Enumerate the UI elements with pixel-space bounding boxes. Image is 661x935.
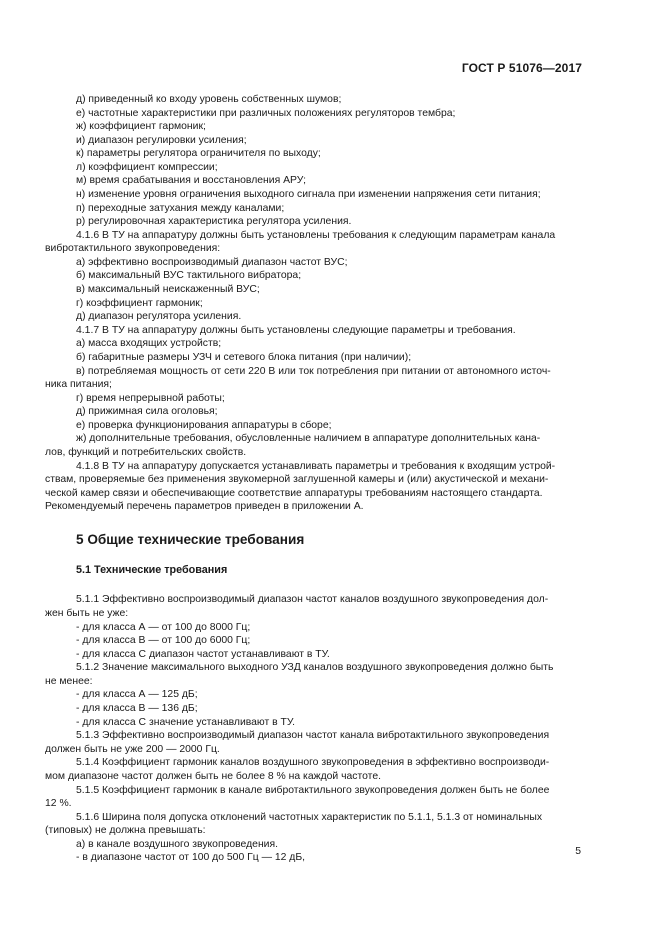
paragraph-5-1-1-line: жен быть не уже:	[45, 608, 129, 620]
list-item: д) диапазон регулятора усиления.	[76, 311, 242, 323]
list-item: а) в канале воздушного звукопроведения.	[76, 838, 278, 850]
paragraph-5-1-4-line: мом диапазоне частот должен быть не более 8 % на каждой частоте.	[45, 770, 381, 782]
list-item-continuation: лов, функций и потребительских свойств.	[45, 446, 247, 458]
list-item: д) приведенный ко входу уровень собственных шумов;	[76, 94, 342, 105]
list-item: б) габаритные размеры УЗЧ и сетевого блока питания (при наличии);	[76, 351, 412, 363]
list-item-continuation: ника питания;	[45, 379, 112, 391]
page-number: 5	[575, 846, 581, 857]
list-item: - для класса С значение устанавливают в ТУ.	[76, 716, 296, 728]
subsection-title: 5.1 Технические требования	[76, 564, 228, 577]
list-item: - для класса С диапазон частот устанавливают в ТУ.	[76, 648, 330, 660]
paragraph-5-1-2-line: 5.1.2 Значение максимального выходного УЗД каналов воздушного звукопроведения должно быть	[76, 662, 554, 674]
list-item: - для класса А — 125 дБ;	[76, 689, 198, 701]
list-item: к) параметры регулятора ограничителя по выходу;	[76, 148, 321, 160]
list-item: а) эффективно воспроизводимый диапазон частот ВУС;	[76, 256, 348, 268]
paragraph-5-1-1-line: 5.1.1 Эффективно воспроизводимый диапазон частот каналов воздушного звукопроведения дол-	[76, 594, 549, 606]
list-item: а) масса входящих устройств;	[76, 338, 222, 350]
list-item: ж) дополнительные требования, обусловленные наличием в аппаратуре дополнительных кана-	[76, 433, 541, 445]
list-item: л) коэффициент компрессии;	[76, 161, 218, 173]
list-item: б) максимальный ВУС тактильного вибратора;	[76, 270, 302, 282]
paragraph-4-1-8-line: ческой камер связи и обеспечивающие соответствие аппаратуры требованиям настоящего стандарта.	[45, 487, 543, 499]
paragraph-5-1-5-line: 5.1.5 Коэффициент гармоник в канале вибротактильного звукопроведения должен быть не более	[76, 784, 550, 796]
list-item: в) максимальный неискаженный ВУС;	[76, 284, 260, 296]
paragraph-5-1-3-line: 5.1.3 Эффективно воспроизводимый диапазон частот канала вибротактильного звукопроведения	[76, 730, 550, 742]
list-item: д) прижимная сила оголовья;	[76, 406, 218, 418]
list-item: ж) коэффициент гармоник;	[76, 121, 206, 133]
paragraph-4-1-8-line: 4.1.8 В ТУ на аппаратуру допускается устанавливать параметры и требования к входящим устрой-	[76, 460, 556, 472]
standard-code-header: ГОСТ Р 51076—2017	[461, 61, 582, 75]
list-item: н) изменение уровня ограничения выходного сигнала при изменении напряжения сети питания;	[76, 189, 541, 201]
paragraph-4-1-7-line: 4.1.7 В ТУ на аппаратуру должны быть установлены следующие параметры и требования.	[76, 324, 516, 336]
paragraph-5-1-6-line: (типовых) не должна превышать:	[45, 825, 206, 837]
paragraph-4-1-6-line: вибротактильного звукопроведения:	[45, 243, 221, 255]
list-item: - для класса А — от 100 до 8000 Гц;	[76, 621, 251, 633]
paragraph-5-1-3-line: должен быть не уже 200 — 2000 Гц.	[45, 743, 220, 755]
paragraph-5-1-6-line: 5.1.6 Ширина поля допуска отклонений частотных характеристик по 5.1.1, 5.1.3 от номинальных	[76, 811, 543, 823]
paragraph-5-1-5-line: 12 %.	[45, 798, 72, 810]
list-item: - для класса В — 136 дБ;	[76, 703, 198, 715]
paragraph-4-1-8-line: ствам, проверяемые без применения звукомерной заглушенной камеры и (или) акустической и механи-	[45, 474, 549, 486]
paragraph-4-1-6-line: 4.1.6 В ТУ на аппаратуру должны быть установлены требования к следующим параметрам канала	[76, 229, 556, 241]
list-item: р) регулировочная характеристика регулятора усиления.	[76, 216, 352, 228]
paragraph-5-1-2-line: не менее:	[45, 675, 93, 687]
list-item: г) коэффициент гармоник;	[76, 297, 203, 309]
list-item: м) время срабатывания и восстановления АРУ;	[76, 175, 306, 187]
list-item: г) время непрерывной работы;	[76, 392, 225, 404]
list-item: - в диапазоне частот от 100 до 500 Гц — 12 дБ,	[76, 852, 306, 864]
list-item: - для класса В — от 100 до 6000 Гц;	[76, 635, 251, 647]
section-title: 5 Общие технические требования	[76, 531, 305, 547]
list-item: и) диапазон регулировки усиления;	[76, 134, 247, 146]
list-item: п) переходные затухания между каналами;	[76, 202, 285, 214]
list-item: е) частотные характеристики при различных положениях регуляторов тембра;	[76, 107, 456, 119]
paragraph-5-1-4-line: 5.1.4 Коэффициент гармоник каналов воздушного звукопроведения в эффективно воспроизводи-	[76, 757, 550, 769]
list-item: в) потребляемая мощность от сети 220 В или ток потребления при питании от автономного источ-	[76, 365, 551, 377]
list-item: е) проверка функционирования аппаратуры в сборе;	[76, 419, 332, 431]
paragraph-4-1-8-line: Рекомендуемый перечень параметров приведен в приложении А.	[45, 501, 364, 513]
